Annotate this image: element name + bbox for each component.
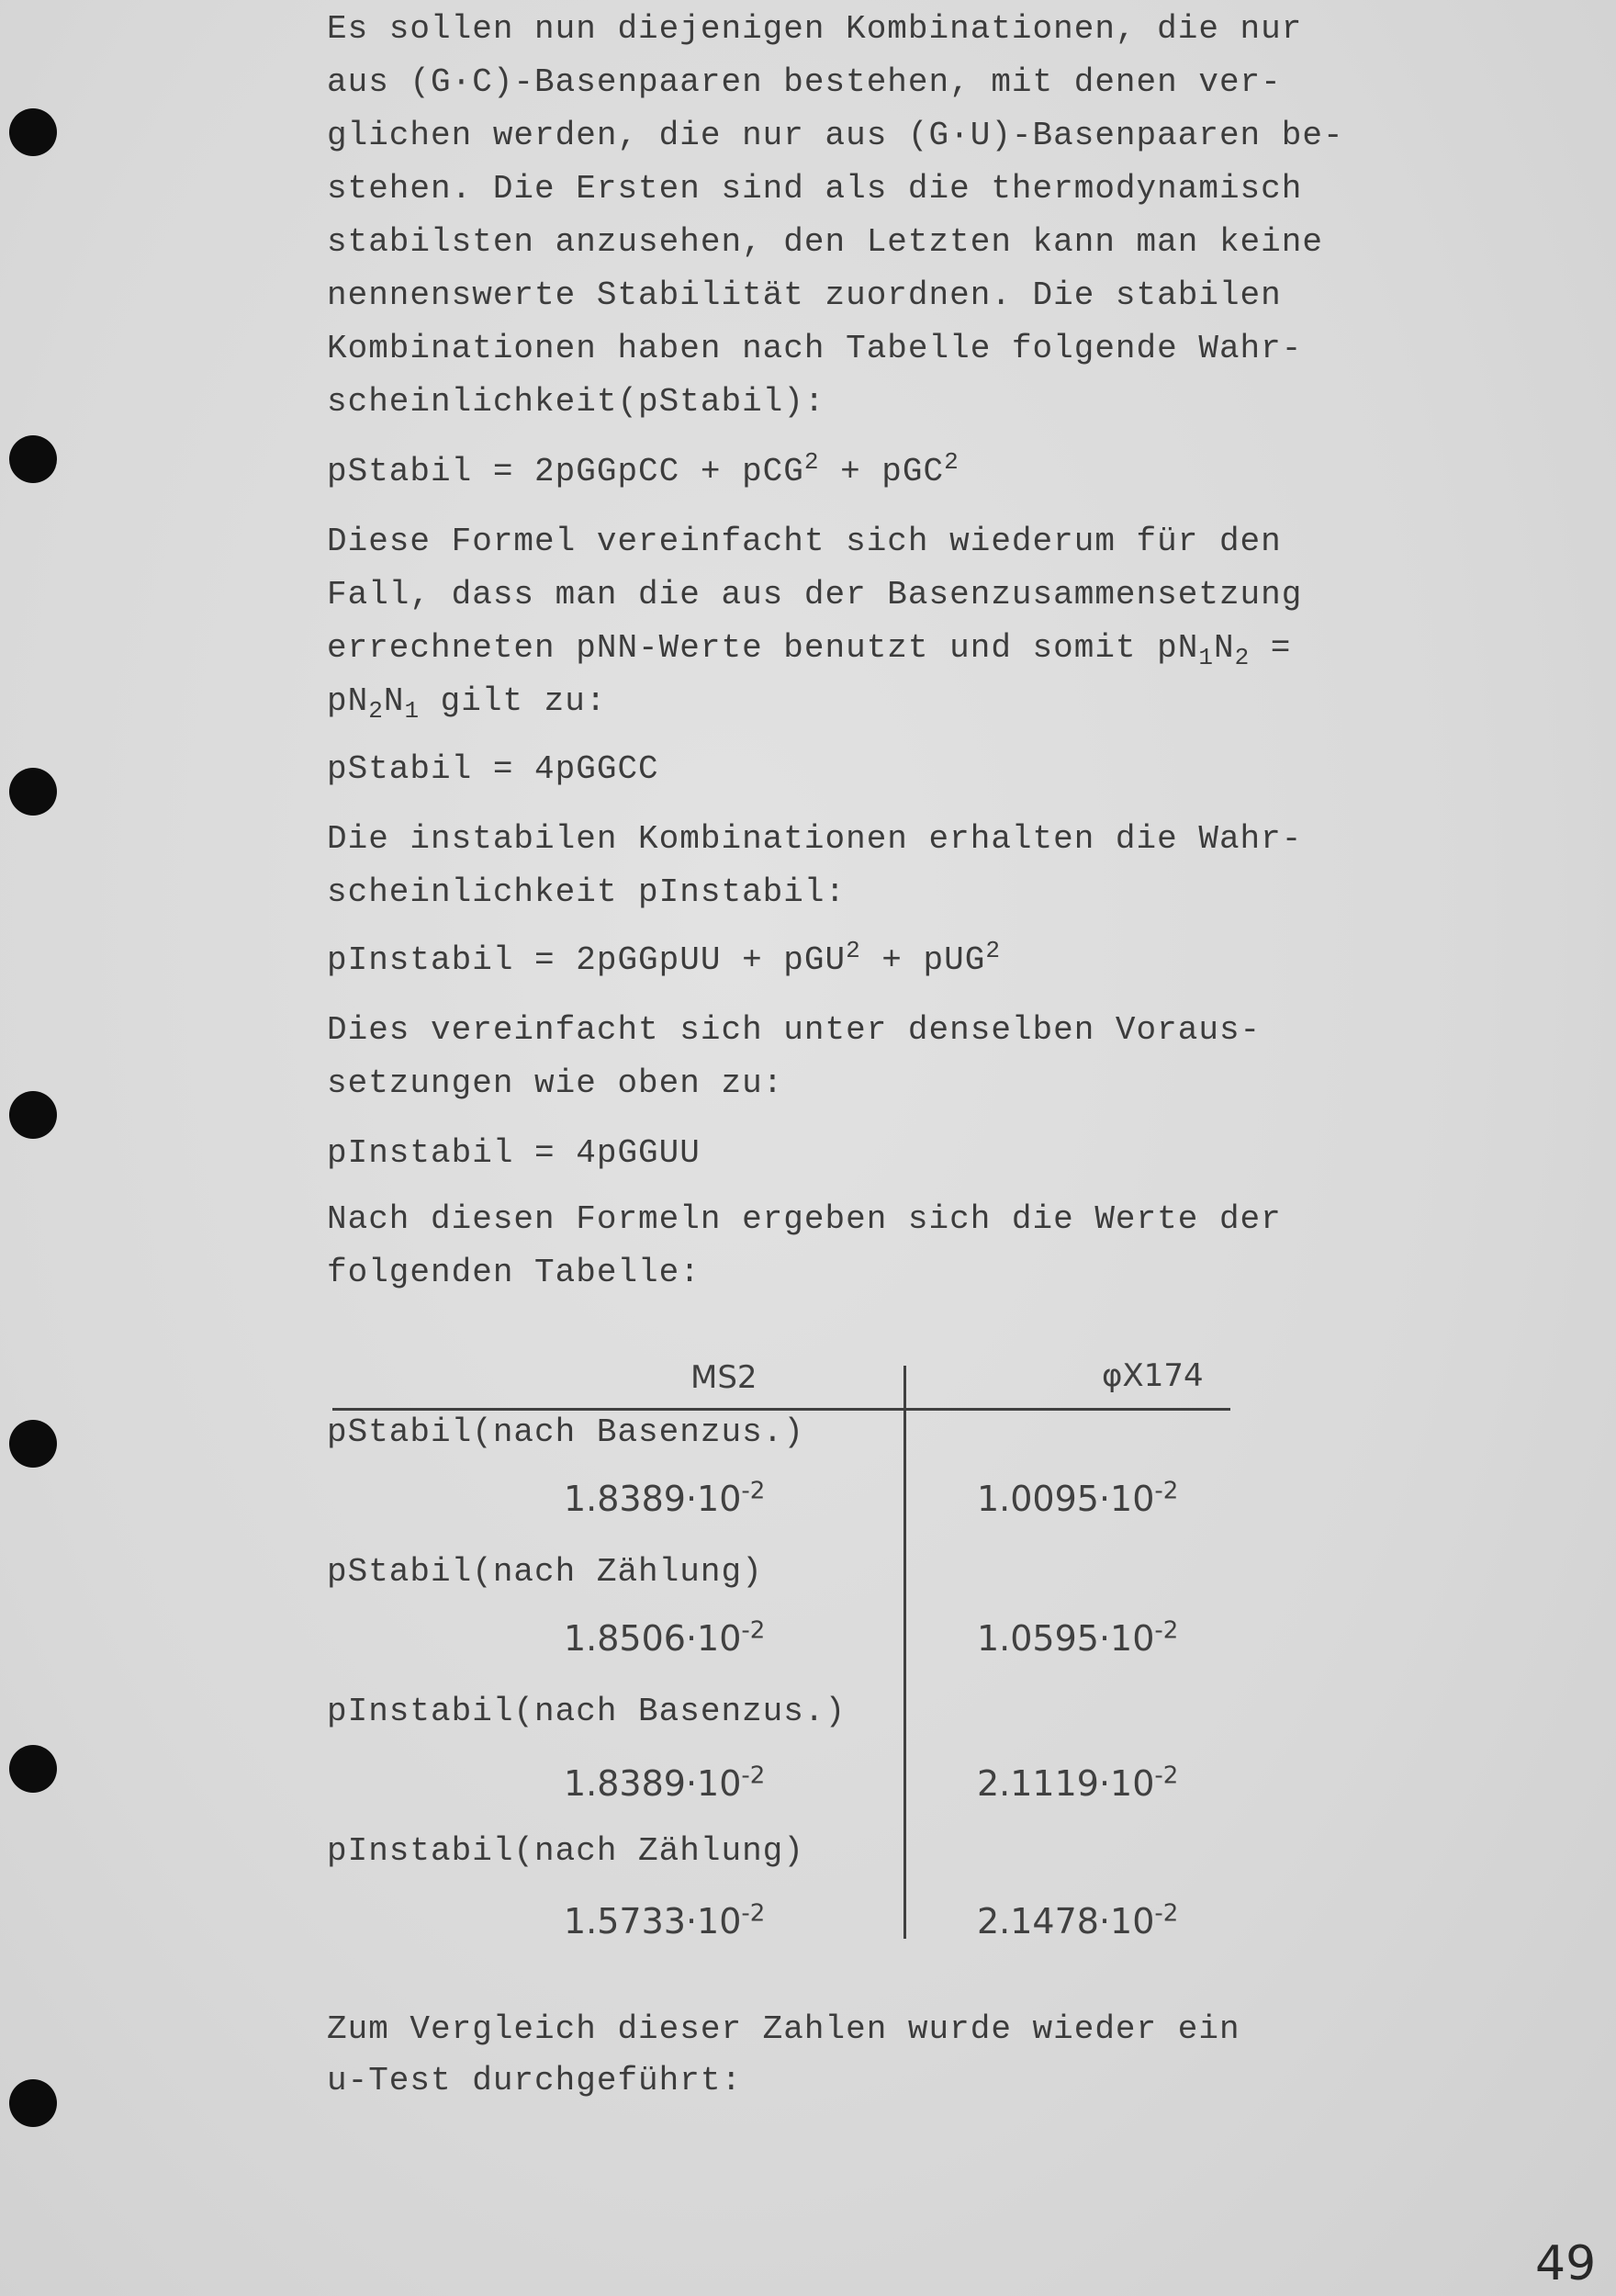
text-line: glichen werden, die nur aus (G·U)-Basenpaaren be- (327, 117, 1344, 154)
table-cell-ms2: $1.8389\cdot 10^{-2}$ (564, 1761, 766, 1804)
formula-pstabil-simplified: pStabil = 4pGGCC (327, 750, 659, 788)
text-line: stehen. Die Ersten sind als die thermodynamisch (327, 170, 1303, 208)
text-line: setzungen wie oben zu: (327, 1064, 784, 1102)
table-header-phix174: φX174 (1102, 1357, 1204, 1394)
text-line: errechneten pNN-Werte benutzt und somit $pN_1N_2$ = (327, 629, 1292, 672)
page-number: 49 (1535, 2236, 1597, 2291)
punch-hole (9, 1420, 57, 1468)
text-line: u-Test durchgeführt: (327, 2062, 743, 2099)
text-line: scheinlichkeit pInstabil: (327, 873, 847, 911)
table-cell-phix: $2.1119\cdot 10^{-2}$ (977, 1761, 1179, 1804)
punch-hole (9, 768, 57, 816)
text-line: Dies vereinfacht sich unter denselben Voraus- (327, 1011, 1262, 1049)
table-cell-phix: $1.0595\cdot 10^{-2}$ (977, 1616, 1179, 1659)
punch-hole (9, 435, 57, 483)
table-cell-ms2: $1.8506\cdot 10^{-2}$ (564, 1616, 766, 1659)
text-line: nennenswerte Stabilität zuordnen. Die stabilen (327, 276, 1282, 314)
text-line: Es sollen nun diejenigen Kombinationen, die nur (327, 10, 1303, 48)
table-row-label: pInstabil(nach Basenzus.) (327, 1693, 847, 1730)
table-cell-ms2: $1.5733\cdot 10^{-2}$ (564, 1899, 766, 1941)
table-cell-phix: $2.1478\cdot 10^{-2}$ (977, 1899, 1179, 1941)
table-row-label: pStabil(nach Zählung) (327, 1553, 763, 1591)
punch-hole (9, 108, 57, 156)
text-line: Kombinationen haben nach Tabelle folgende Wahr- (327, 330, 1303, 367)
text-line: Nach diesen Formeln ergeben sich die Werte der (327, 1200, 1282, 1238)
table-header-ms2: MS2 (690, 1359, 758, 1396)
text-line: Fall, dass man die aus der Basenzusammensetzung (327, 576, 1303, 613)
text-line: stabilsten anzusehen, den Letzten kann man keine (327, 223, 1323, 261)
formula-pinstabil: pInstabil = 2pGGpUU + pGU$^2$ + pUG$^2$ (327, 937, 1001, 979)
formula-pinstabil-simplified: pInstabil = 4pGGUU (327, 1134, 701, 1172)
table-cell-phix: $1.0095\cdot 10^{-2}$ (977, 1477, 1179, 1519)
punch-hole (9, 1091, 57, 1139)
text-line: Zum Vergleich dieser Zahlen wurde wieder ein (327, 2010, 1240, 2048)
table-cell-ms2: $1.8389\cdot 10^{-2}$ (564, 1477, 766, 1519)
text-line: Diese Formel vereinfacht sich wiederum für den (327, 523, 1282, 560)
text-line: aus (G·C)-Basenpaaren bestehen, mit denen ver- (327, 63, 1282, 101)
text-line: scheinlichkeit(pStabil): (327, 383, 825, 421)
punch-hole (9, 1745, 57, 1793)
text-line: $pN_2N_1$ gilt zu: (327, 682, 607, 726)
table-row-label: pInstabil(nach Zählung) (327, 1832, 804, 1870)
table-row-label: pStabil(nach Basenzus.) (327, 1413, 804, 1451)
table-header-rule (332, 1408, 1230, 1411)
text-line: Die instabilen Kombinationen erhalten die Wahr- (327, 820, 1303, 858)
punch-hole (9, 2079, 57, 2127)
table-column-rule (903, 1366, 906, 1939)
text-line: folgenden Tabelle: (327, 1254, 701, 1291)
formula-pstabil: pStabil = 2pGGpCC + pCG$^2$ + pGC$^2$ (327, 448, 960, 490)
